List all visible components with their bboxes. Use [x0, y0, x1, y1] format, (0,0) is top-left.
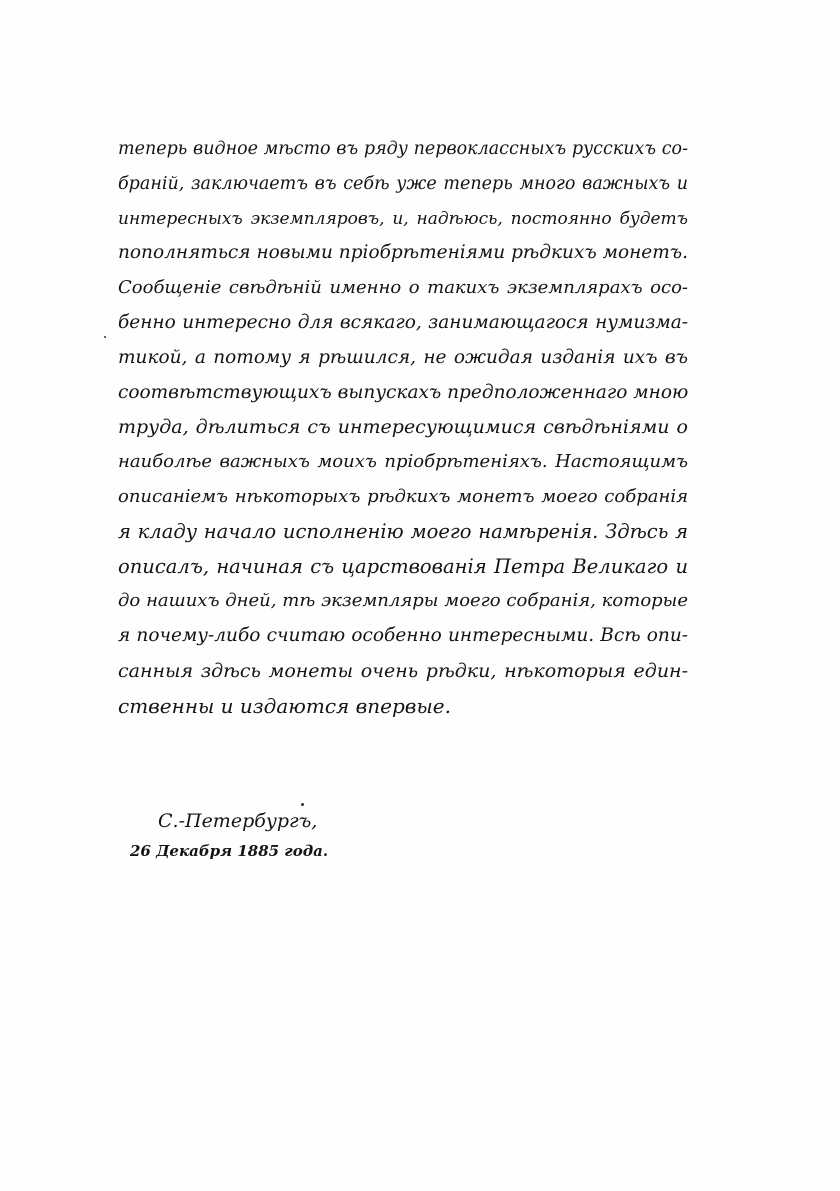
text-line: браній, заключаетъ въ себѣ уже теперь много важныхъ и [118, 173, 688, 194]
text-line: описаніемъ нѣкоторыхъ рѣдкихъ монетъ моего собранія [118, 485, 688, 507]
text-line: описалъ, начиная съ царствованія Петра Великаго и [118, 554, 688, 578]
text-line: интересныхъ экземпляровъ, и, надѣюсь, постоянно будетъ [118, 208, 688, 229]
text-line: до нашихъ дней, тѣ экземпляры моего собранія, которые [118, 590, 688, 612]
body-paragraph [118, 132, 688, 724]
text-line: я кладу начало исполненію моего намѣренія. Здѣсь я [118, 519, 688, 543]
text-line: пополняться новыми пріобрѣтеніями рѣдкихъ монетъ. [118, 242, 688, 264]
text-line: Сообщеніе свѣдѣній именно о такихъ экземплярахъ осо- [118, 277, 688, 299]
text-line: теперь видное мѣсто въ ряду первоклассныхъ русскихъ со- [118, 139, 688, 159]
ink-speck [104, 336, 106, 338]
text-line: санныя здѣсь монеты очень рѣдки, нѣкоторыя един- [118, 659, 688, 682]
signature-block [130, 806, 328, 866]
signature-date: 26 Декабря 1885 года. [130, 842, 329, 860]
ink-speck [301, 803, 304, 806]
text-line: ственны и издаются впервые. [118, 693, 451, 718]
text-line: я почему-либо считаю особенно интересными. Всѣ опи- [118, 625, 688, 647]
text-line: наиболѣе важныхъ моихъ пріобрѣтеніяхъ. Настоящимъ [118, 451, 688, 473]
text-line: тикой, а потому я рѣшился, не ожидая изданія ихъ въ [118, 346, 688, 368]
text-line: труда, дѣлиться съ интересующимися свѣдѣніями о [118, 416, 688, 439]
text-line: бенно интересно для всякаго, занимающагося нумизма- [118, 311, 688, 333]
signature-city: С.-Петербургъ, [158, 810, 318, 832]
text-line: соотвѣтствующихъ выпускахъ предположеннаго мною [118, 381, 688, 403]
